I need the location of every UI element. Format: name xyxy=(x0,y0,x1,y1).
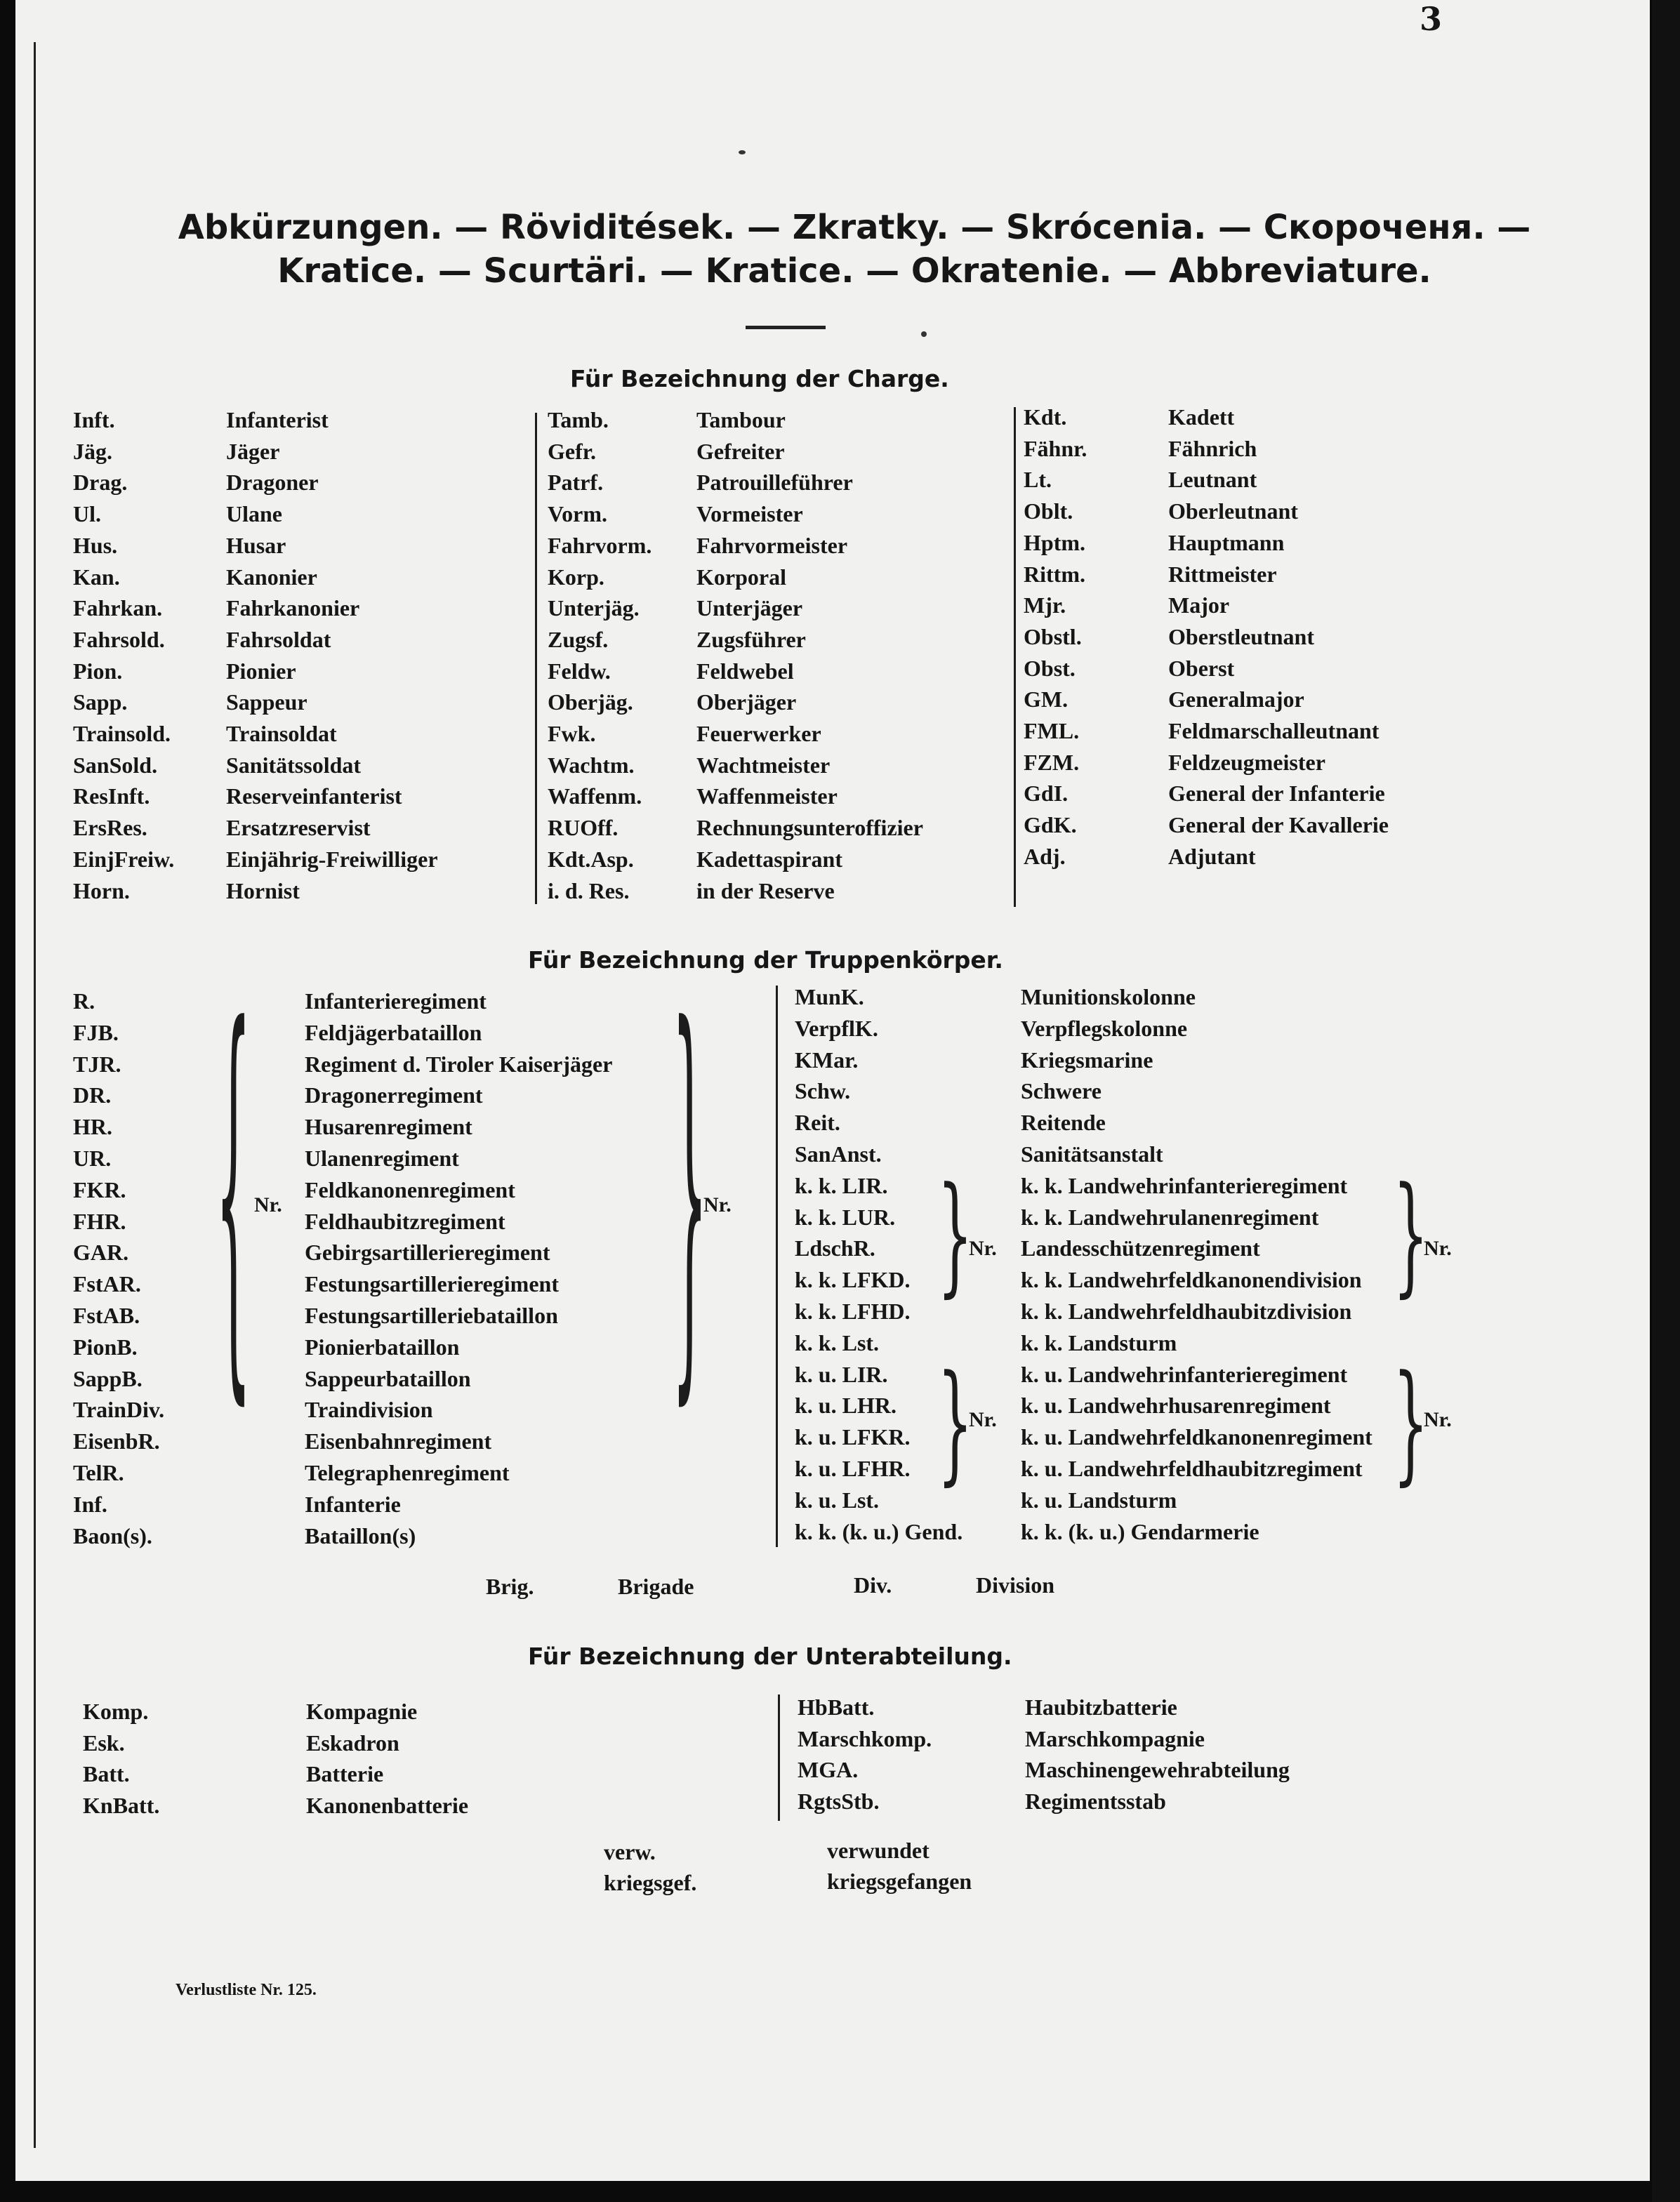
abbreviation: Batt. xyxy=(83,1761,130,1787)
abbreviation: Patrf. xyxy=(548,470,604,496)
abbreviation-meaning: Fahrsoldat xyxy=(226,626,331,652)
brace-right: } xyxy=(937,1159,973,1310)
abbreviation-meaning: Sappeur xyxy=(226,689,307,715)
abbreviation: HR. xyxy=(73,1114,112,1140)
abbreviation: HbBatt. xyxy=(798,1694,875,1720)
abbreviation-meaning: k. k. Landwehrfeldhaubitzdivision xyxy=(1021,1299,1352,1324)
abbreviation: MunK. xyxy=(795,984,864,1009)
abbreviation-meaning: Sanitätsanstalt xyxy=(1021,1141,1163,1167)
abbreviation-meaning: Rechnungsunteroffizier xyxy=(696,815,923,841)
abbreviation: Obstl. xyxy=(1024,623,1082,649)
abbreviation-meaning: Ulanenregiment xyxy=(305,1146,459,1171)
abbreviation: Fahrvorm. xyxy=(548,532,652,558)
abbreviation-meaning: Kanonier xyxy=(226,564,317,590)
abbreviation-meaning: Jäger xyxy=(226,438,280,464)
abbreviation: k. u. LIR. xyxy=(795,1361,888,1387)
brig-abbr: Brig. xyxy=(486,1574,534,1599)
column-rule xyxy=(778,1694,780,1821)
abbreviation-meaning: Dragoner xyxy=(226,470,319,496)
abbreviation: Horn. xyxy=(73,877,130,903)
verw-abbr: verw. xyxy=(604,1839,656,1864)
abbreviation-meaning: Fahrkanonier xyxy=(226,595,360,621)
abbreviation-meaning: Bataillon(s) xyxy=(305,1523,416,1548)
abbreviation-meaning: Feuerwerker xyxy=(696,721,821,746)
nr-label: Nr. xyxy=(1424,1237,1452,1260)
abbreviation: Zugsf. xyxy=(548,626,609,652)
abbreviation-meaning: Infanterieregiment xyxy=(305,988,487,1014)
abbreviation-meaning: Oberst xyxy=(1168,655,1235,681)
abbreviation-meaning: Infanterist xyxy=(226,407,329,432)
abbreviation-meaning: Eskadron xyxy=(306,1730,399,1756)
abbreviation: Obst. xyxy=(1024,655,1076,681)
abbreviation-meaning: Infanterie xyxy=(305,1491,401,1517)
abbreviation: SanSold. xyxy=(73,752,158,778)
title-divider xyxy=(746,326,826,329)
abbreviation-meaning: k. u. Landwehrfeldhaubitzregiment xyxy=(1021,1456,1363,1481)
abbreviation: Unterjäg. xyxy=(548,595,640,621)
column-rule xyxy=(776,986,778,1547)
abbreviation-meaning: k. u. Landwehrhusarenregiment xyxy=(1021,1393,1331,1419)
abbreviation: Inf. xyxy=(73,1491,107,1517)
abbreviation-meaning: Generalmajor xyxy=(1168,687,1304,712)
abbreviation-meaning: Ulane xyxy=(226,501,282,527)
abbreviation: KMar. xyxy=(795,1047,859,1073)
abbreviation: Hptm. xyxy=(1024,529,1085,555)
scan-right-edge xyxy=(1652,0,1680,2202)
div-term: Division xyxy=(976,1572,1055,1598)
abbreviation-meaning: Husar xyxy=(226,532,286,558)
abbreviation: PionB. xyxy=(73,1334,138,1360)
abbreviation: Inft. xyxy=(73,407,115,432)
abbreviation: Korp. xyxy=(548,564,604,590)
abbreviation-meaning: Kriegsmarine xyxy=(1021,1047,1153,1073)
abbreviation-meaning: Maschinengewehrabteilung xyxy=(1025,1757,1290,1783)
page-number: 3 xyxy=(1420,0,1443,38)
abbreviation-meaning: Telegraphenregiment xyxy=(305,1460,510,1485)
abbreviation-meaning: Feldjägerbataillon xyxy=(305,1019,482,1045)
brace-right: } xyxy=(937,1347,973,1498)
abbreviation: Adj. xyxy=(1024,843,1066,869)
abbreviation-meaning: in der Reserve xyxy=(696,877,835,903)
abbreviation-meaning: Wachtmeister xyxy=(696,752,831,778)
column-rule xyxy=(535,413,537,904)
abbreviation-meaning: Ersatzreservist xyxy=(226,815,371,841)
abbreviation: GdK. xyxy=(1024,812,1077,838)
abbreviation-meaning: Gebirgsartillerieregiment xyxy=(305,1240,550,1266)
abbreviation-meaning: Vormeister xyxy=(696,501,803,527)
abbreviation-meaning: k. k. Landwehrulanenregiment xyxy=(1021,1204,1319,1230)
abbreviation: Fahrsold. xyxy=(73,626,165,652)
abbreviation-meaning: Feldkanonenregiment xyxy=(305,1176,515,1202)
document-page xyxy=(15,0,1650,2181)
kriegsgef-abbr: kriegsgef. xyxy=(604,1870,697,1895)
abbreviation-meaning: Trainsoldat xyxy=(226,721,337,746)
abbreviation-meaning: Oberstleutnant xyxy=(1168,623,1314,649)
abbreviation: FKR. xyxy=(73,1176,126,1202)
abbreviation-meaning: Pionierbataillon xyxy=(305,1334,460,1360)
abbreviation: Kdt. xyxy=(1024,404,1067,430)
abbreviation-meaning: Hornist xyxy=(226,877,300,903)
abbreviation-meaning: Gefreiter xyxy=(696,438,785,464)
abbreviation: k. k. LFHD. xyxy=(795,1299,911,1324)
abbreviation-meaning: Verpflegskolonne xyxy=(1021,1015,1188,1041)
abbreviation: Wachtm. xyxy=(548,752,635,778)
abbreviation: LdschR. xyxy=(795,1235,875,1261)
abbreviation: TJR. xyxy=(73,1051,121,1077)
charge-heading: Für Bezeichnung der Charge. xyxy=(570,365,949,392)
abbreviation: Komp. xyxy=(83,1699,149,1724)
abbreviation-meaning: Kompagnie xyxy=(306,1699,418,1724)
abbreviation-meaning: Dragonerregiment xyxy=(305,1082,483,1108)
abbreviation-meaning: Festungsartilleriebataillon xyxy=(305,1303,558,1328)
abbreviation: SappB. xyxy=(73,1365,143,1391)
abbreviation: EisenbR. xyxy=(73,1428,160,1454)
abbreviation-meaning: Pionier xyxy=(226,658,296,684)
abbreviation: ResInft. xyxy=(73,783,150,809)
title-line-2: Kratice. — Scurtäri. — Kratice. — Okratenie. — Abbreviature. xyxy=(277,251,1431,291)
abbreviation-meaning: Landesschützenregiment xyxy=(1021,1235,1260,1261)
abbreviation-meaning: Husarenregiment xyxy=(305,1114,472,1140)
abbreviation: Ul. xyxy=(73,501,101,527)
brace-right: } xyxy=(1393,1347,1429,1498)
abbreviation-meaning: Batterie xyxy=(306,1761,384,1787)
abbreviation-meaning: Feldzeugmeister xyxy=(1168,749,1325,775)
abbreviation: Esk. xyxy=(83,1730,125,1756)
abbreviation: Trainsold. xyxy=(73,721,171,746)
abbreviation-meaning: Regiment d. Tiroler Kaiserjäger xyxy=(305,1051,613,1077)
abbreviation: GM. xyxy=(1024,687,1069,712)
abbreviation: RgtsStb. xyxy=(798,1788,880,1814)
abbreviation-meaning: Patrouilleführer xyxy=(696,470,853,496)
abbreviation-meaning: Regimentsstab xyxy=(1025,1788,1166,1814)
abbreviation-meaning: Einjährig-Freiwilliger xyxy=(226,846,438,872)
abbreviation: Baon(s). xyxy=(73,1523,152,1548)
abbreviation: FstAR. xyxy=(73,1271,141,1297)
abbreviation: GdI. xyxy=(1024,781,1069,807)
abbreviation: Oblt. xyxy=(1024,498,1073,524)
abbreviation: MGA. xyxy=(798,1757,859,1783)
abbreviation: Oberjäg. xyxy=(548,689,633,715)
troops-heading: Für Bezeichnung der Truppenkörper. xyxy=(528,946,1003,974)
abbreviation: FML. xyxy=(1024,718,1080,743)
abbreviation-meaning: Kanonenbatterie xyxy=(306,1792,469,1818)
abbreviation-meaning: Fähnrich xyxy=(1168,435,1257,461)
abbreviation: FZM. xyxy=(1024,749,1080,775)
abbreviation: k. u. LFHR. xyxy=(795,1456,911,1481)
abbreviation-meaning: Rittmeister xyxy=(1168,561,1277,587)
abbreviation-meaning: Leutnant xyxy=(1168,467,1257,493)
abbreviation-meaning: k. u. Landwehrinfanterieregiment xyxy=(1021,1361,1348,1387)
abbreviation: TrainDiv. xyxy=(73,1397,165,1423)
brace-right: } xyxy=(1393,1159,1429,1310)
abbreviation: Reit. xyxy=(795,1110,840,1136)
abbreviation: GAR. xyxy=(73,1240,129,1266)
abbreviation: EinjFreiw. xyxy=(73,846,175,872)
abbreviation: Jäg. xyxy=(73,438,112,464)
abbreviation: Marschkomp. xyxy=(798,1725,932,1751)
div-abbr: Div. xyxy=(854,1572,892,1598)
abbreviation: k. k. Lst. xyxy=(795,1329,880,1355)
brace-left: { xyxy=(216,942,251,1439)
abbreviation-meaning: Oberjäger xyxy=(696,689,797,715)
abbreviation-meaning: General der Kavallerie xyxy=(1168,812,1389,838)
abbreviation: Lt. xyxy=(1024,467,1052,493)
footer-note: Verlustliste Nr. 125. xyxy=(176,1981,317,1999)
abbreviation: Sapp. xyxy=(73,689,128,715)
abbreviation-meaning: Feldmarschalleutnant xyxy=(1168,718,1380,743)
abbreviation: k. u. LFKR. xyxy=(795,1424,911,1450)
abbreviation-meaning: Reitende xyxy=(1021,1110,1106,1136)
abbreviation-meaning: Marschkompagnie xyxy=(1025,1725,1205,1751)
abbreviation-meaning: k. u. Landwehrfeldkanonenregiment xyxy=(1021,1424,1373,1450)
scan-left-edge xyxy=(0,0,13,2202)
abbreviation: SanAnst. xyxy=(795,1141,882,1167)
abbreviation: Hus. xyxy=(73,532,118,558)
abbreviation-meaning: Waffenmeister xyxy=(696,783,838,809)
brig-term: Brigade xyxy=(618,1574,694,1599)
abbreviation-meaning: Traindivision xyxy=(305,1397,433,1423)
abbreviation-meaning: Major xyxy=(1168,592,1230,618)
abbreviation-meaning: Oberleutnant xyxy=(1168,498,1298,524)
abbreviation: Fähnr. xyxy=(1024,435,1087,461)
abbreviation-meaning: Schwere xyxy=(1021,1078,1102,1104)
abbreviation-meaning: k. k. Landsturm xyxy=(1021,1329,1177,1355)
abbreviation: i. d. Res. xyxy=(548,877,630,903)
abbreviation: k. k. LUR. xyxy=(795,1204,896,1230)
abbreviation-meaning: Hauptmann xyxy=(1168,529,1285,555)
abbreviation-meaning: k. k. Landwehrfeldkanonendivision xyxy=(1021,1267,1362,1293)
abbreviation: Schw. xyxy=(795,1078,851,1104)
abbreviation: Kan. xyxy=(73,564,120,590)
abbreviation-meaning: Kadett xyxy=(1168,404,1235,430)
abbreviation-meaning: k. k. (k. u.) Gendarmerie xyxy=(1021,1518,1259,1544)
abbreviation: Tamb. xyxy=(548,407,609,432)
abbreviation: k. k. (k. u.) Gend. xyxy=(795,1518,963,1544)
abbreviation: Waffenm. xyxy=(548,783,642,809)
nr-label: Nr. xyxy=(254,1193,282,1216)
abbreviation-meaning: Munitionskolonne xyxy=(1021,984,1196,1009)
abbreviation: FstAB. xyxy=(73,1303,140,1328)
abbreviation: R. xyxy=(73,988,95,1014)
abbreviation-meaning: Tambour xyxy=(696,407,786,432)
nr-label: Nr. xyxy=(969,1237,997,1260)
abbreviation-meaning: Feldhaubitzregiment xyxy=(305,1208,505,1234)
subunits-heading: Für Bezeichnung der Unterabteilung. xyxy=(528,1643,1012,1670)
abbreviation: Vorm. xyxy=(548,501,608,527)
abbreviation-meaning: Eisenbahnregiment xyxy=(305,1428,492,1454)
abbreviation-meaning: Reserveinfanterist xyxy=(226,783,402,809)
nr-label: Nr. xyxy=(1424,1408,1452,1431)
column-rule xyxy=(1014,407,1016,907)
abbreviation-meaning: Unterjäger xyxy=(696,595,803,621)
verw-term: verwundet xyxy=(827,1838,930,1863)
abbreviation-meaning: Zugsführer xyxy=(696,626,806,652)
abbreviation: Gefr. xyxy=(548,438,597,464)
abbreviation: k. u. Lst. xyxy=(795,1487,880,1513)
abbreviation: k. u. LHR. xyxy=(795,1393,897,1419)
abbreviation-meaning: Adjutant xyxy=(1168,843,1256,869)
abbreviation-meaning: Festungsartillerieregiment xyxy=(305,1271,559,1297)
abbreviation: Fahrkan. xyxy=(73,595,163,621)
abbreviation: VerpflK. xyxy=(795,1015,878,1041)
abbreviation-meaning: k. u. Landsturm xyxy=(1021,1487,1177,1513)
abbreviation: k. k. LIR. xyxy=(795,1172,888,1198)
abbreviation: Fwk. xyxy=(548,721,596,746)
abbreviation: Kdt.Asp. xyxy=(548,846,634,872)
nr-label: Nr. xyxy=(703,1193,732,1216)
abbreviation-meaning: Sanitätssoldat xyxy=(226,752,362,778)
margin-rule xyxy=(34,42,36,2148)
abbreviation: Mjr. xyxy=(1024,592,1066,618)
abbreviation: Pion. xyxy=(73,658,123,684)
abbreviation-meaning: k. k. Landwehrinfanterieregiment xyxy=(1021,1172,1348,1198)
abbreviation-meaning: Korporal xyxy=(696,564,786,590)
abbreviation-meaning: Sappeurbataillon xyxy=(305,1365,471,1391)
abbreviation: RUOff. xyxy=(548,815,619,841)
abbreviation: Feldw. xyxy=(548,658,611,684)
print-speck xyxy=(921,331,927,337)
abbreviation-meaning: Kadettaspirant xyxy=(696,846,842,872)
abbreviation-meaning: Haubitzbatterie xyxy=(1025,1694,1177,1720)
abbreviation: Rittm. xyxy=(1024,561,1085,587)
abbreviation: ErsRes. xyxy=(73,815,147,841)
nr-label: Nr. xyxy=(969,1408,997,1431)
abbreviation-meaning: Fahrvormeister xyxy=(696,532,848,558)
abbreviation: Drag. xyxy=(73,470,128,496)
abbreviation-meaning: General der Infanterie xyxy=(1168,781,1385,807)
abbreviation: FJB. xyxy=(73,1019,119,1045)
abbreviation: UR. xyxy=(73,1146,112,1171)
abbreviation: KnBatt. xyxy=(83,1792,160,1818)
abbreviation: TelR. xyxy=(73,1460,124,1485)
abbreviation-meaning: Feldwebel xyxy=(696,658,794,684)
brace-right: } xyxy=(672,942,708,1439)
abbreviation: k. k. LFKD. xyxy=(795,1267,911,1293)
title-line-1: Abkürzungen. — Röviditések. — Zkratky. — Skrócenia. — Скороченя. — xyxy=(178,208,1531,247)
print-speck xyxy=(739,150,746,154)
kriegsgef-term: kriegsgefangen xyxy=(827,1869,972,1894)
abbreviation: FHR. xyxy=(73,1208,126,1234)
abbreviation: DR. xyxy=(73,1082,112,1108)
